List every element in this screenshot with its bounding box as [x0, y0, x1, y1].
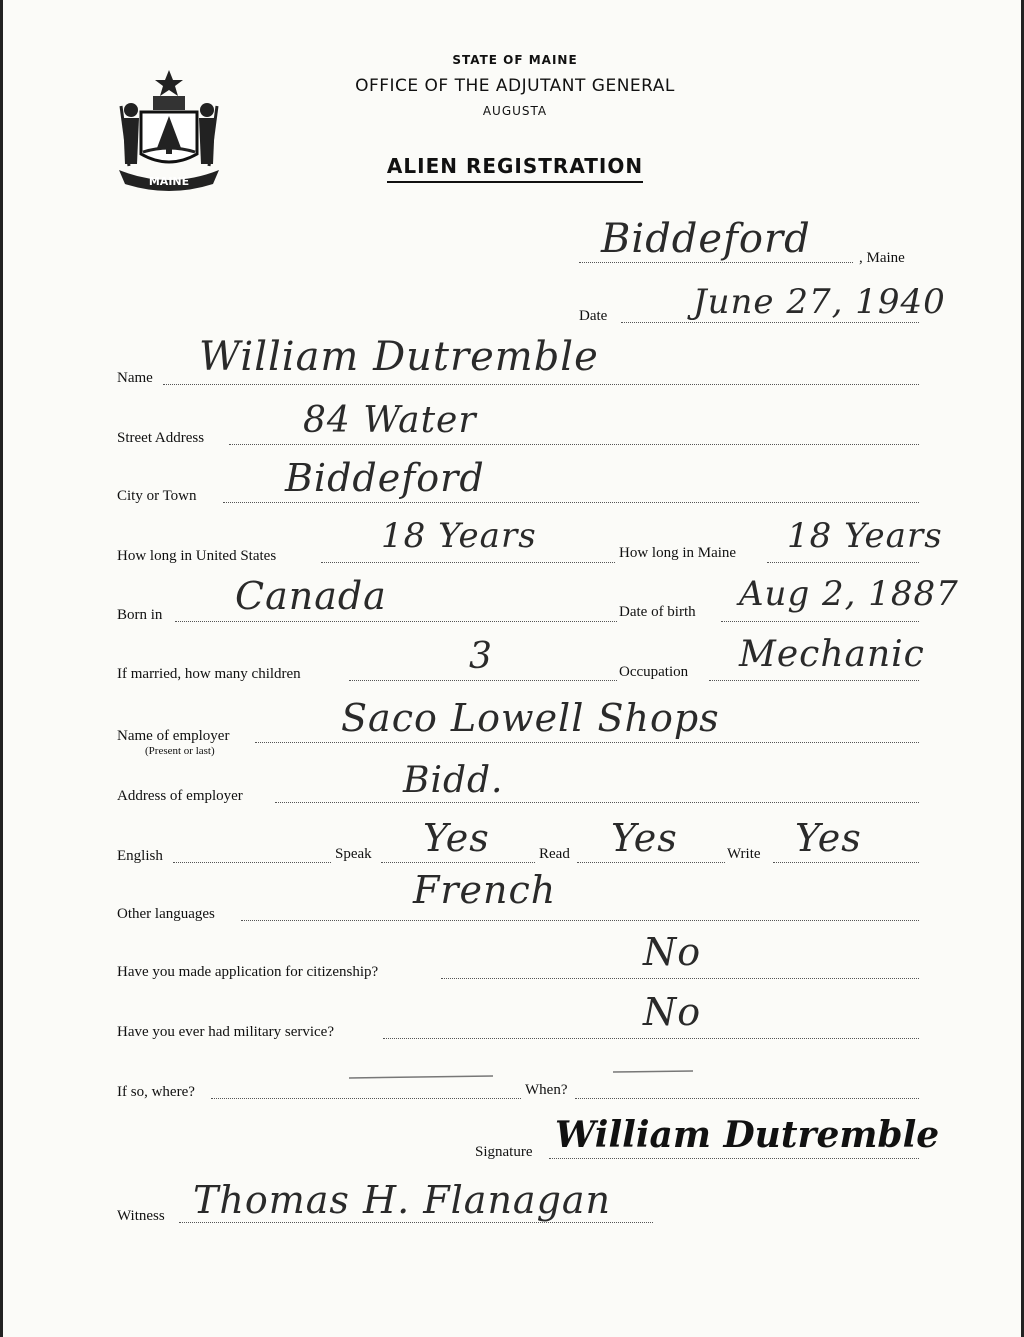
born-value: Canada [235, 574, 387, 618]
children-value: 3 [469, 636, 493, 677]
us-value: 18 Years [381, 516, 537, 556]
name-line [163, 384, 919, 385]
signature-value: William Dutremble [555, 1114, 940, 1156]
speak-line [381, 862, 535, 863]
read-label: Read [539, 846, 570, 862]
speak-label: Speak [335, 846, 372, 862]
city-line [223, 502, 919, 503]
other-lang-label: Other languages [117, 906, 215, 922]
when-line [575, 1098, 919, 1099]
citizenship-value: No [643, 930, 702, 974]
other-lang-line [241, 920, 919, 921]
signature-line [549, 1158, 919, 1159]
citizenship-label: Have you made application for citizenship? [117, 964, 379, 980]
employer-addr-label: Address of employer [117, 788, 243, 804]
english-line [173, 862, 331, 863]
where-label: If so, where? [117, 1084, 195, 1100]
dob-value: Aug 2, 1887 [739, 574, 959, 614]
where-strike-mark [343, 1066, 703, 1086]
occupation-value: Mechanic [739, 634, 925, 675]
street-line [229, 444, 919, 445]
occupation-line [709, 680, 919, 681]
place-line [579, 262, 853, 263]
street-value: 84 Water [303, 400, 477, 441]
occupation-label: Occupation [619, 664, 689, 680]
date-value: June 27, 1940 [693, 282, 946, 322]
maine-len-value: 18 Years [787, 516, 943, 556]
name-label: Name [117, 370, 153, 386]
born-label: Born in [117, 607, 163, 623]
us-line [321, 562, 615, 563]
maine-label: , Maine [859, 250, 905, 266]
city-label: City or Town [117, 488, 197, 504]
employer-label: Name of employer [117, 728, 230, 744]
speak-value: Yes [423, 816, 490, 860]
where-line [211, 1098, 521, 1099]
witness-line [179, 1222, 653, 1223]
street-label: Street Address [117, 430, 205, 446]
write-label: Write [727, 846, 761, 862]
header-office: OFFICE OF THE ADJUTANT GENERAL [355, 76, 675, 96]
citizenship-line [441, 978, 919, 979]
read-line [577, 862, 725, 863]
date-line [621, 322, 919, 323]
military-line [383, 1038, 919, 1039]
form-title-text: ALIEN REGISTRATION [387, 154, 643, 183]
military-value: No [643, 990, 702, 1034]
write-value: Yes [795, 816, 862, 860]
employer-addr-value: Bidd. [403, 760, 504, 801]
dob-label: Date of birth [619, 604, 696, 620]
form-title [3, 154, 1024, 178]
header-city: AUGUSTA [482, 104, 548, 118]
name-value: William Dutremble [199, 334, 599, 380]
write-line [773, 862, 919, 863]
children-line [349, 680, 617, 681]
witness-label: Witness [117, 1208, 165, 1224]
us-label: How long in United States [117, 548, 277, 564]
maine-len-line [767, 562, 919, 563]
born-line [175, 621, 617, 622]
seal-maine-text: MAINE [148, 175, 190, 188]
date-label: Date [579, 308, 608, 324]
employer-addr-line [275, 802, 919, 803]
english-label: English [117, 848, 163, 864]
employer-value: Saco Lowell Shops [341, 696, 720, 740]
dob-line [721, 621, 919, 622]
children-label: If married, how many children [117, 666, 301, 682]
witness-value: Thomas H. Flanagan [193, 1178, 612, 1222]
signature-label: Signature [475, 1144, 533, 1160]
when-label: When? [525, 1082, 568, 1098]
read-value: Yes [611, 816, 678, 860]
header-state: STATE OF MAINE [452, 53, 578, 67]
employer-note: (Present or last) [145, 745, 215, 757]
military-label: Have you ever had military service? [117, 1024, 334, 1040]
maine-len-label: How long in Maine [619, 545, 737, 561]
other-lang-value: French [413, 868, 557, 912]
place-value: Biddeford [601, 216, 811, 262]
city-value: Biddeford [285, 456, 485, 500]
employer-line [255, 742, 919, 743]
